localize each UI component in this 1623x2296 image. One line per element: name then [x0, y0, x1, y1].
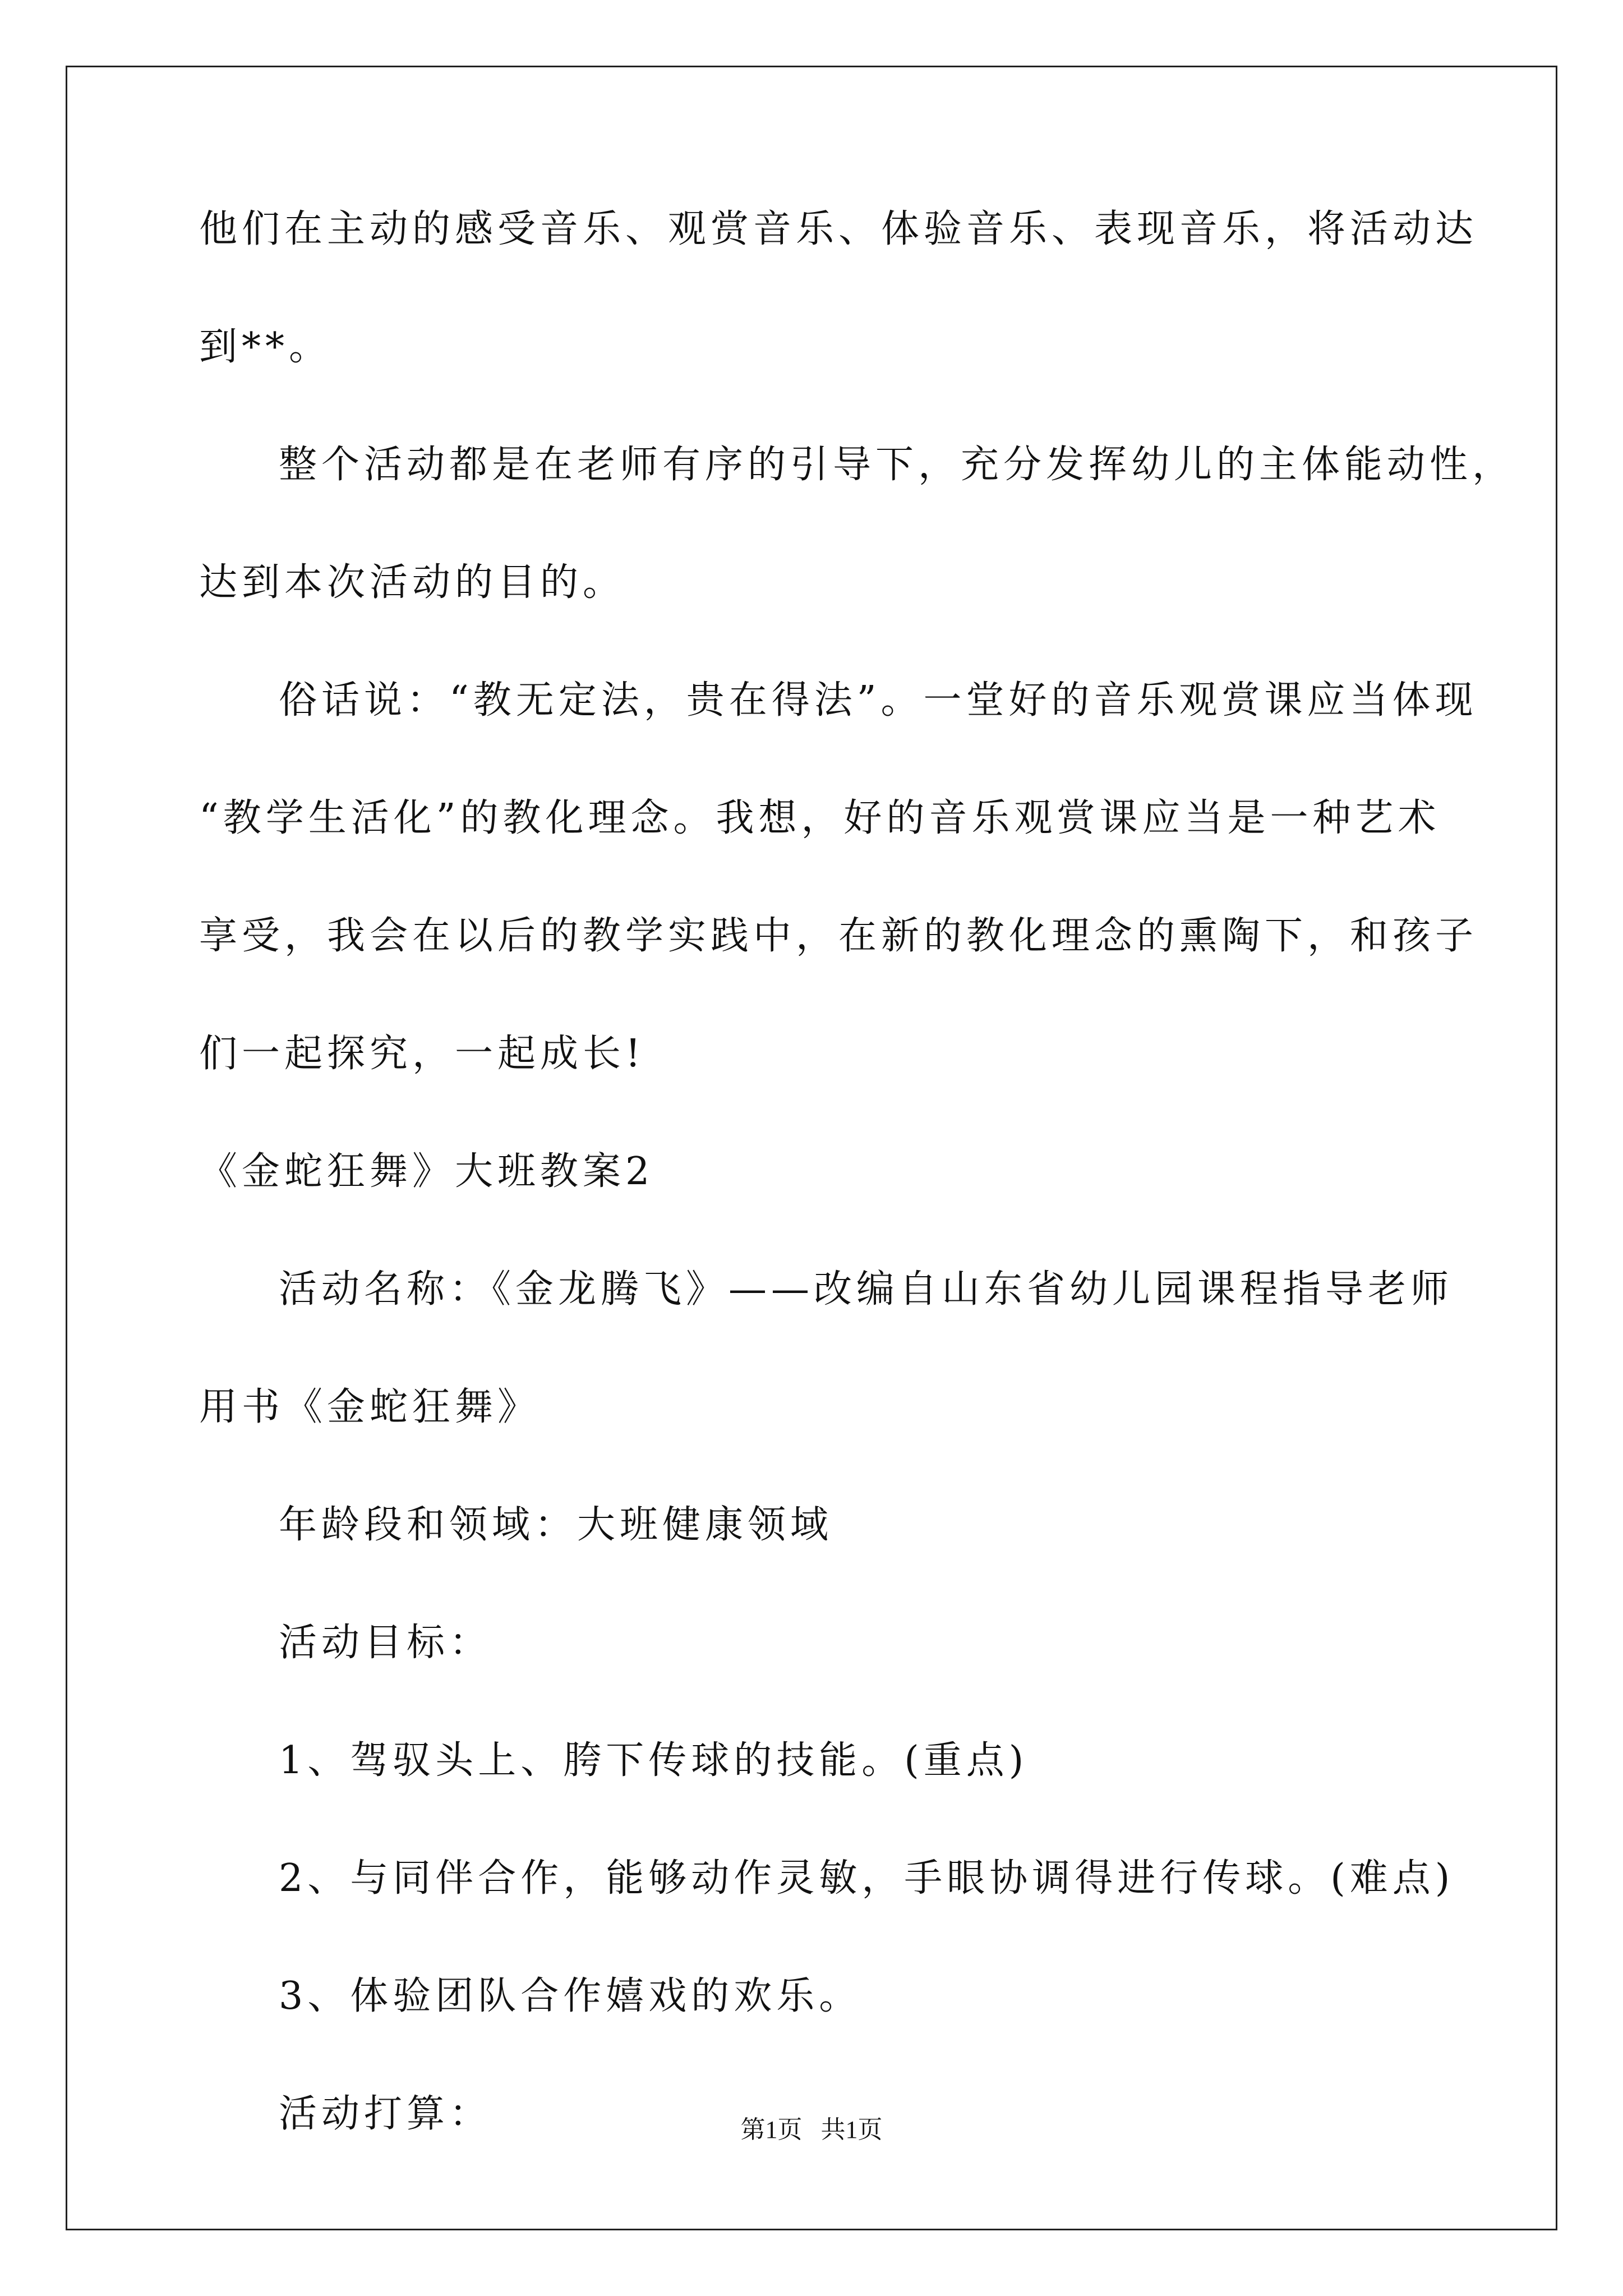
- paragraph-line: 活动打算：: [279, 2092, 492, 2136]
- paragraph-line: “教学生活化”的教化理念。我想，好的音乐观赏课应当是一种艺术: [199, 796, 1441, 840]
- list-item: 3、体验团队合作嬉戏的欢乐。: [279, 1974, 862, 2018]
- list-item: 2、与同伴合作，能够动作灵敏，手眼协调得进行传球。(难点): [279, 1856, 1455, 1901]
- list-item: 1、驾驭头上、胯下传球的技能。(重点): [279, 1738, 1029, 1783]
- paragraph-line: 达到本次活动的目的。: [199, 560, 626, 605]
- paragraph-line: 活动名称：《金龙腾飞》——改编自山东省幼儿园课程指导老师: [279, 1267, 1454, 1312]
- paragraph-line: 用书《金蛇狂舞》: [199, 1385, 541, 1429]
- section-heading: 《金蛇狂舞》大班教案2: [199, 1149, 654, 1194]
- paragraph-line: 俗话说：“教无定法，贵在得法”。一堂好的音乐观赏课应当体现: [279, 678, 1478, 723]
- paragraph-line: 活动目标：: [279, 1621, 492, 1665]
- page-footer: 第1页 共1页: [740, 2116, 883, 2143]
- paragraph-line: 享受，我会在以后的教学实践中，在新的教化理念的熏陶下，和孩子: [199, 914, 1478, 958]
- paragraph-line: 整个活动都是在老师有序的引导下，充分发挥幼儿的主体能动性，: [279, 443, 1515, 487]
- paragraph-line: 到**。: [199, 325, 332, 369]
- paragraph-line: 们一起探究，一起成长!: [199, 1032, 645, 1076]
- paragraph-line: 他们在主动的感受音乐、观赏音乐、体验音乐、表现音乐，将活动达: [199, 207, 1478, 251]
- page-border: [66, 66, 1557, 2230]
- paragraph-line: 年龄段和领域：大班健康领域: [279, 1503, 833, 1547]
